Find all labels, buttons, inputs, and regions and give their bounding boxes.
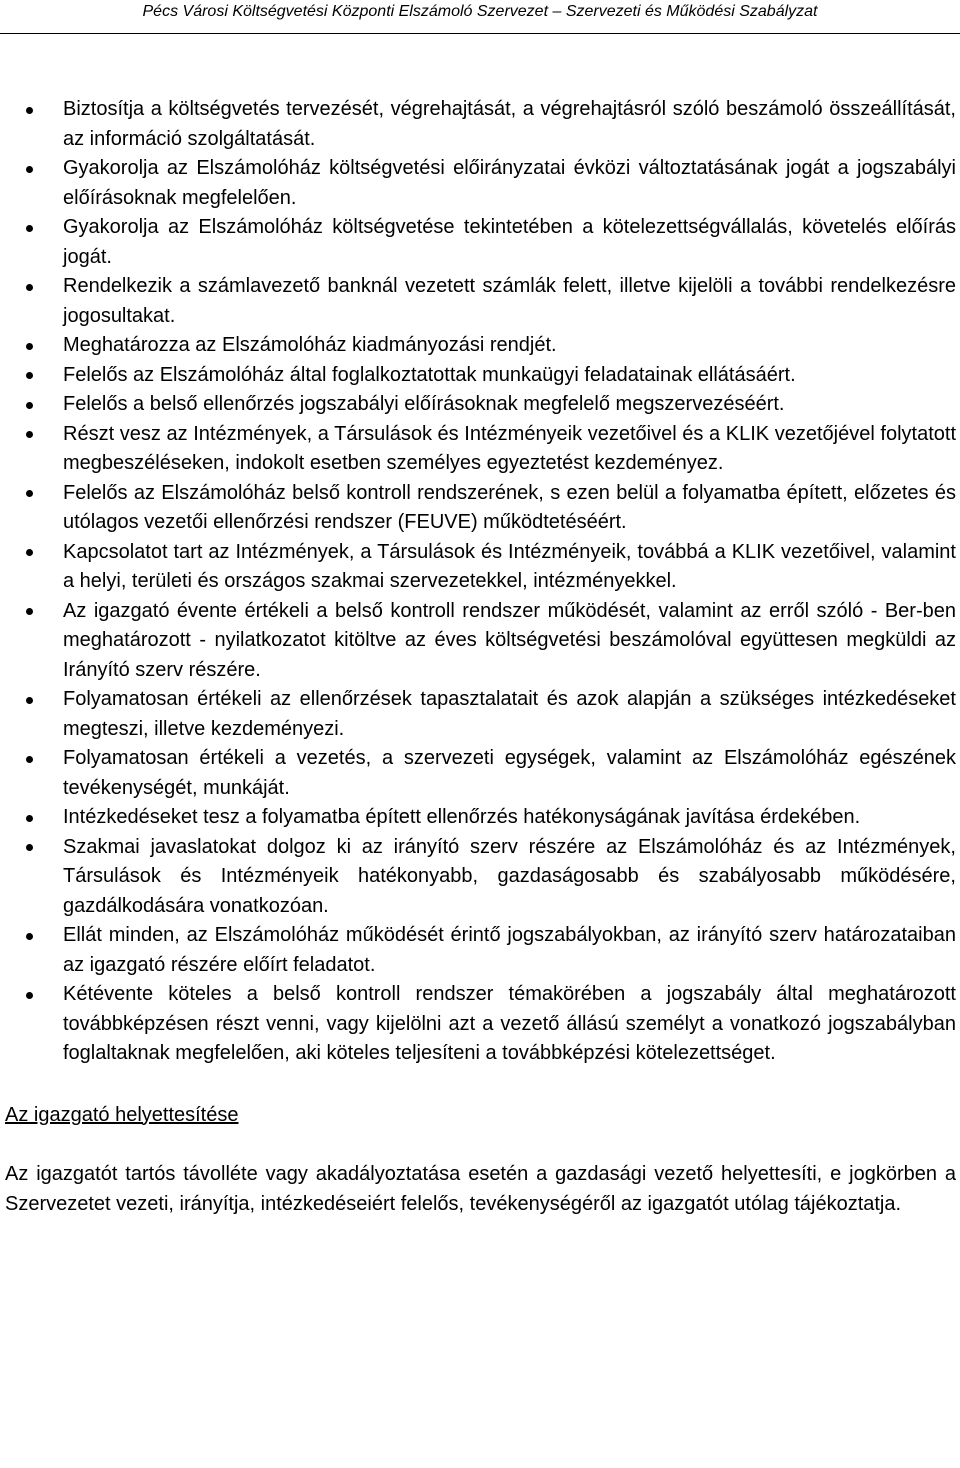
bullet-icon [26, 343, 33, 350]
list-item-text: Biztosítja a költségvetés tervezését, végrehajtását, a végrehajtásról szóló beszámoló összeállítását, az információ szolgáltatását. [63, 98, 956, 150]
list-item [5, 420, 956, 479]
section-paragraph: Az igazgatót tartós távolléte vagy akadályoztatása esetén a gazdasági vezető helyettesíti, e jogkörben a Szervezetet vezeti, irányítja, intézkedéseiért felelős, tevékenységéről az igazgatót utólag tájékoztatja. [5, 1163, 956, 1215]
list-item [5, 390, 956, 420]
duties-list [5, 95, 956, 1069]
page-header-title: Pécs Városi Költségvetési Központi Elszámoló Szervezet – Szervezeti és Működési Szabályzat [142, 3, 818, 20]
list-item-text: Gyakorolja az Elszámolóház költségvetése tekintetében a kötelezettségvállalás, követelés előírás jogát. [63, 216, 956, 268]
list-item [5, 213, 956, 272]
document-body [5, 95, 956, 1219]
list-item [5, 331, 956, 361]
list-item-text: Ellát minden, az Elszámolóház működését érintő jogszabályokban, az irányító szerv határozataiban az igazgató részére előírt feladatot. [63, 924, 956, 976]
list-item [5, 479, 956, 538]
bullet-icon [26, 992, 33, 999]
bullet-icon [26, 225, 33, 232]
list-item-text: Felelős az Elszámolóház által foglalkoztatottak munkaügyi feladatainak ellátásáért. [63, 363, 796, 386]
list-item-text: Részt vesz az Intézmények, a Társulások és Intézményeik vezetőivel és a KLIK vezetőjével folytatott megbeszéléseken, indokolt esetben személyes egyeztetést kezdeményez. [63, 422, 956, 474]
list-item-text: Felelős az Elszámolóház belső kontroll rendszerének, s ezen belül a folyamatba épített, előzetes és utólagos vezetői ellenőrzési rendszer (FEUVE) működtetéséért. [63, 481, 956, 533]
list-item-text: Intézkedéseket tesz a folyamatba épített ellenőrzés hatékonyságának javítása érdekében. [63, 806, 861, 828]
bullet-icon [26, 608, 33, 615]
bullet-icon [26, 284, 33, 291]
list-item-text: Folyamatosan értékeli az ellenőrzések tapasztalatait és azok alapján a szükséges intézkedéseket megteszi, illetve kezdeményezi. [63, 688, 956, 740]
list-item-text: Gyakorolja az Elszámolóház költségvetési előirányzatai évközi változtatásának jogát a jogszabályi előírásoknak megfelelően. [63, 157, 956, 209]
list-item-text: Meghatározza az Elszámolóház kiadmányozási rendjét. [63, 334, 557, 356]
list-item-text: Kapcsolatot tart az Intézmények, a Társulások és Intézményeik, továbbá a KLIK vezetőivel, valamint a helyi, területi és országos szakmai szervezetekkel, intézményekkel. [63, 540, 956, 592]
list-item-text: Az igazgató évente értékeli a belső kontroll rendszer működését, valamint az erről szóló - Ber-ben meghatározott - nyilatkozatot kitöltve az éves költségvetési beszámolóval együttesen megküldi az Irányító szerv részére. [63, 599, 956, 681]
list-item [5, 538, 956, 597]
list-item [5, 833, 956, 922]
list-item-text: Folyamatosan értékeli a vezetés, a szervezeti egységek, valamint az Elszámolóház egészének tevékenységét, munkáját. [63, 747, 956, 799]
bullet-icon [26, 815, 33, 822]
list-item [5, 361, 956, 391]
list-item-text: Kétévente köteles a belső kontroll rendszer témakörében a jogszabály által meghatározott továbbképzésen részt venni, vagy kijelölni azt a vezető állású személyt a vonatkozó jogszabályban foglaltaknak megfelelően, aki köteles teljesíteni a továbbképzési kötelezettséget. [63, 983, 956, 1064]
list-item [5, 980, 956, 1069]
section-heading: Az igazgató helyettesítése [5, 1103, 239, 1126]
list-item-text: Rendelkezik a számlavezető banknál vezetett számlák felett, illetve kijelöli a további rendelkezésre jogosultakat. [63, 275, 956, 327]
bullet-icon [26, 844, 33, 851]
list-item [5, 154, 956, 213]
list-item [5, 685, 956, 744]
list-item [5, 744, 956, 803]
list-item [5, 597, 956, 686]
bullet-icon [26, 490, 33, 497]
page-header [0, 0, 960, 34]
list-item [5, 272, 956, 331]
bullet-icon [26, 166, 33, 173]
bullet-icon [26, 402, 33, 409]
list-item-text: Felelős a belső ellenőrzés jogszabályi előírásoknak megfelelő megszervezéséért. [63, 393, 785, 415]
list-item [5, 921, 956, 980]
bullet-icon [26, 431, 33, 438]
bullet-icon [26, 697, 33, 704]
list-item [5, 803, 956, 833]
list-item [5, 95, 956, 154]
bullet-icon [26, 756, 33, 763]
bullet-icon [26, 549, 33, 556]
bullet-icon [26, 107, 33, 114]
list-item-text: Szakmai javaslatokat dolgoz ki az irányító szerv részére az Elszámolóház és az Intézmények, Társulások és Intézményeik hatékonyabb, gazdaságosabb és szabályosabb működésére, gazdálkodására vonatkozóan. [63, 835, 956, 917]
bullet-icon [26, 933, 33, 940]
bullet-icon [26, 372, 33, 379]
